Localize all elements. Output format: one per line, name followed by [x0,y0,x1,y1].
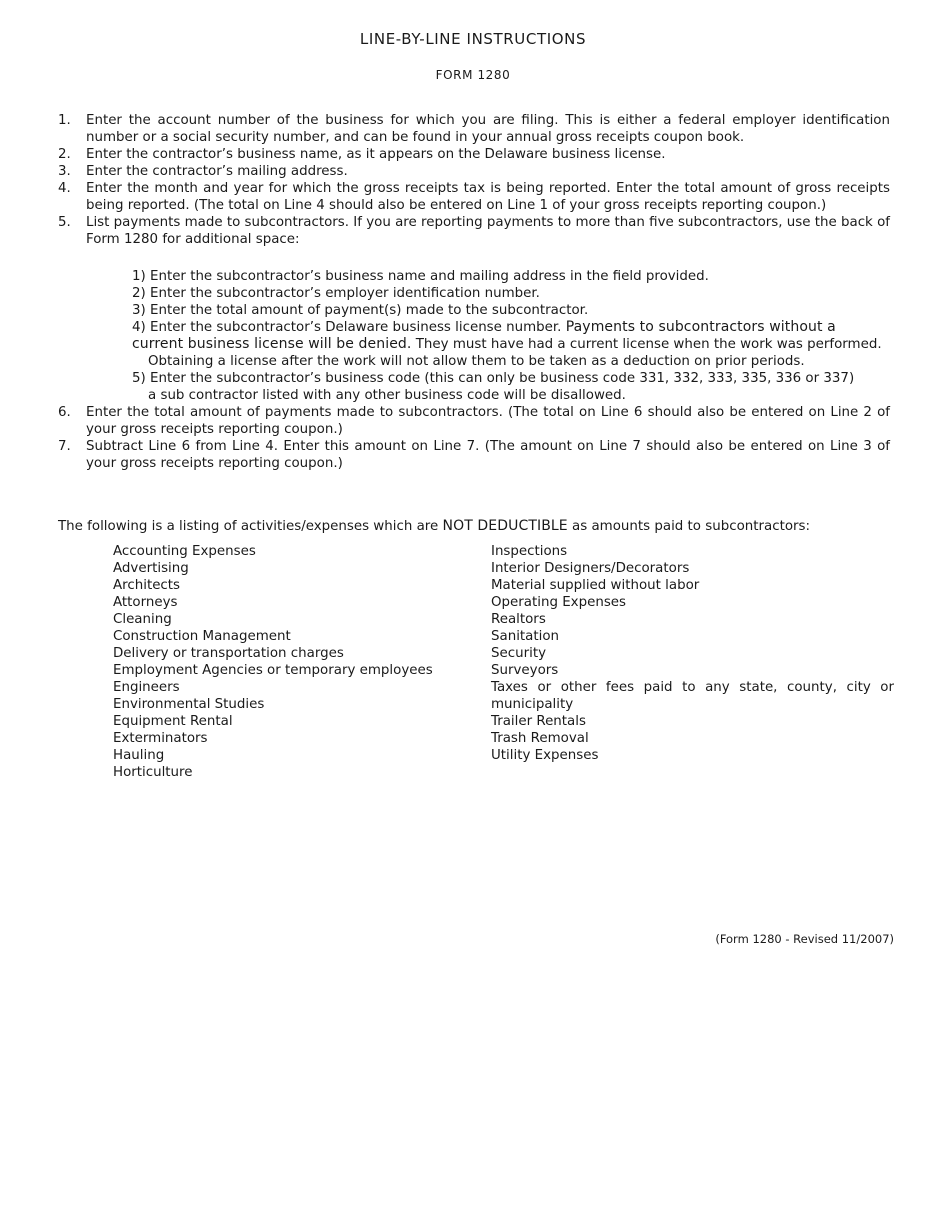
sub-step-text: 1) Enter the subcontractor’s business name and mailing address in the field provided. [132,269,709,284]
list-item: Security [491,646,546,661]
instruction-text: List payments made to subcontractors. If you are reporting payments to more than five subcontractors, use the back of Form 1280 for additional space: [86,215,890,247]
list-item: Surveyors [491,663,559,678]
list-item: Sanitation [491,629,560,644]
sub-step [86,268,890,285]
instruction-item [58,163,890,180]
list-item: Trash Removal [491,731,589,746]
list-item: Environmental Studies [113,697,265,712]
list-item: Exterminators [113,731,208,746]
instruction-number: 7. [58,439,71,454]
sub-step-text: Obtaining a license after the work will not allow them to be taken as a deduction on prior periods. [148,354,805,369]
sub-step [86,285,890,302]
instruction-item [58,214,890,404]
sub-step [86,319,890,370]
instruction-text: Enter the account number of the business for which you are filing. This is either a federal employer identification number or a social security number, and can be found in your annual gross receipts coupon book. [86,113,890,145]
instruction-item [58,146,890,163]
page-title: LINE-BY-LINE INSTRUCTIONS [359,30,587,48]
sub-step-text: a sub contractor listed with any other business code will be disallowed. [148,388,626,403]
instruction-number: 5. [58,215,71,230]
list-item: Operating Expenses [491,595,627,610]
non-deductible-list-left [113,543,483,781]
instruction-text: Enter the contractor’s mailing address. [86,164,348,179]
instruction-number: 2. [58,147,71,162]
list-item: Utility Expenses [491,748,599,763]
instruction-number: 6. [58,405,71,420]
sub-step-text: 2) Enter the subcontractor’s employer identification number. [132,286,540,301]
sub-step-text: 3) Enter the total amount of payment(s) made to the subcontractor. [132,303,589,318]
list-item: Accounting Expenses [113,544,256,559]
list-item: Taxes or other fees paid to any state, county, city or municipality [491,680,894,712]
license-warning: Payments to subcontractors without a current business license will be denied. [132,319,836,352]
instruction-text: Enter the contractor’s business name, as it appears on the Delaware business license. [86,147,666,162]
list-item: Hauling [113,748,165,763]
instruction-item [58,180,890,214]
sub-step [86,370,890,404]
instruction-item [58,404,890,438]
sub-step [86,302,890,319]
list-item: Equipment Rental [113,714,233,729]
list-item: Material supplied without labor [491,578,700,593]
instruction-number: 1. [58,113,71,128]
non-deductible-intro [58,518,918,535]
list-item: Attorneys [113,595,178,610]
list-item: Cleaning [113,612,172,627]
form-number: FORM 1280 [435,68,511,82]
list-item: Engineers [113,680,180,695]
list-item: Advertising [113,561,189,576]
list-item: Delivery or transportation charges [113,646,344,661]
list-item: Trailer Rentals [491,714,586,729]
not-deductible-label: NOT DEDUCTIBLE [442,518,568,534]
list-item: Interior Designers/Decorators [491,561,690,576]
instruction-number: 3. [58,164,71,179]
revision-note: (Form 1280 - Revised 11/2007) [715,932,894,946]
subcontractor-steps [86,268,890,404]
instruction-item [58,438,890,472]
instruction-text: Enter the total amount of payments made to subcontractors. (The total on Line 6 should also be entered on Line 2 of your gross receipts reporting coupon.) [86,405,890,437]
instruction-text: Subtract Line 6 from Line 4. Enter this amount on Line 7. (The amount on Line 7 should also be entered on Line 3 of your gross receipts reporting coupon.) [86,439,890,471]
instruction-text: Enter the month and year for which the gross receipts tax is being reported. Enter the total amount of gross receipts being reported. (The total on Line 4 should also be entered on Line 1 of your gross receipts reporting coupon.) [86,181,890,213]
list-item: Employment Agencies or temporary employees [113,663,433,678]
non-deductible-list-right [491,543,894,764]
sub-step-text: 4) Enter the subcontractor’s Delaware business license number. [132,320,562,335]
list-item: Horticulture [113,765,193,780]
instruction-list [58,112,890,472]
list-item: Architects [113,578,181,593]
instruction-number: 4. [58,181,71,196]
list-item: Construction Management [113,629,291,644]
intro-text: as amounts paid to subcontractors: [572,519,811,534]
instruction-item [58,112,890,146]
list-item: Inspections [491,544,568,559]
list-item: Realtors [491,612,546,627]
sub-step-text: 5) Enter the subcontractor’s business code (this can only be business code 331, 332, 333, 335, 336 or 337) [132,371,855,386]
sub-step-text: They must have had a current license when the work was performed. [415,337,882,352]
intro-text: The following is a listing of activities/expenses which are [58,519,439,534]
